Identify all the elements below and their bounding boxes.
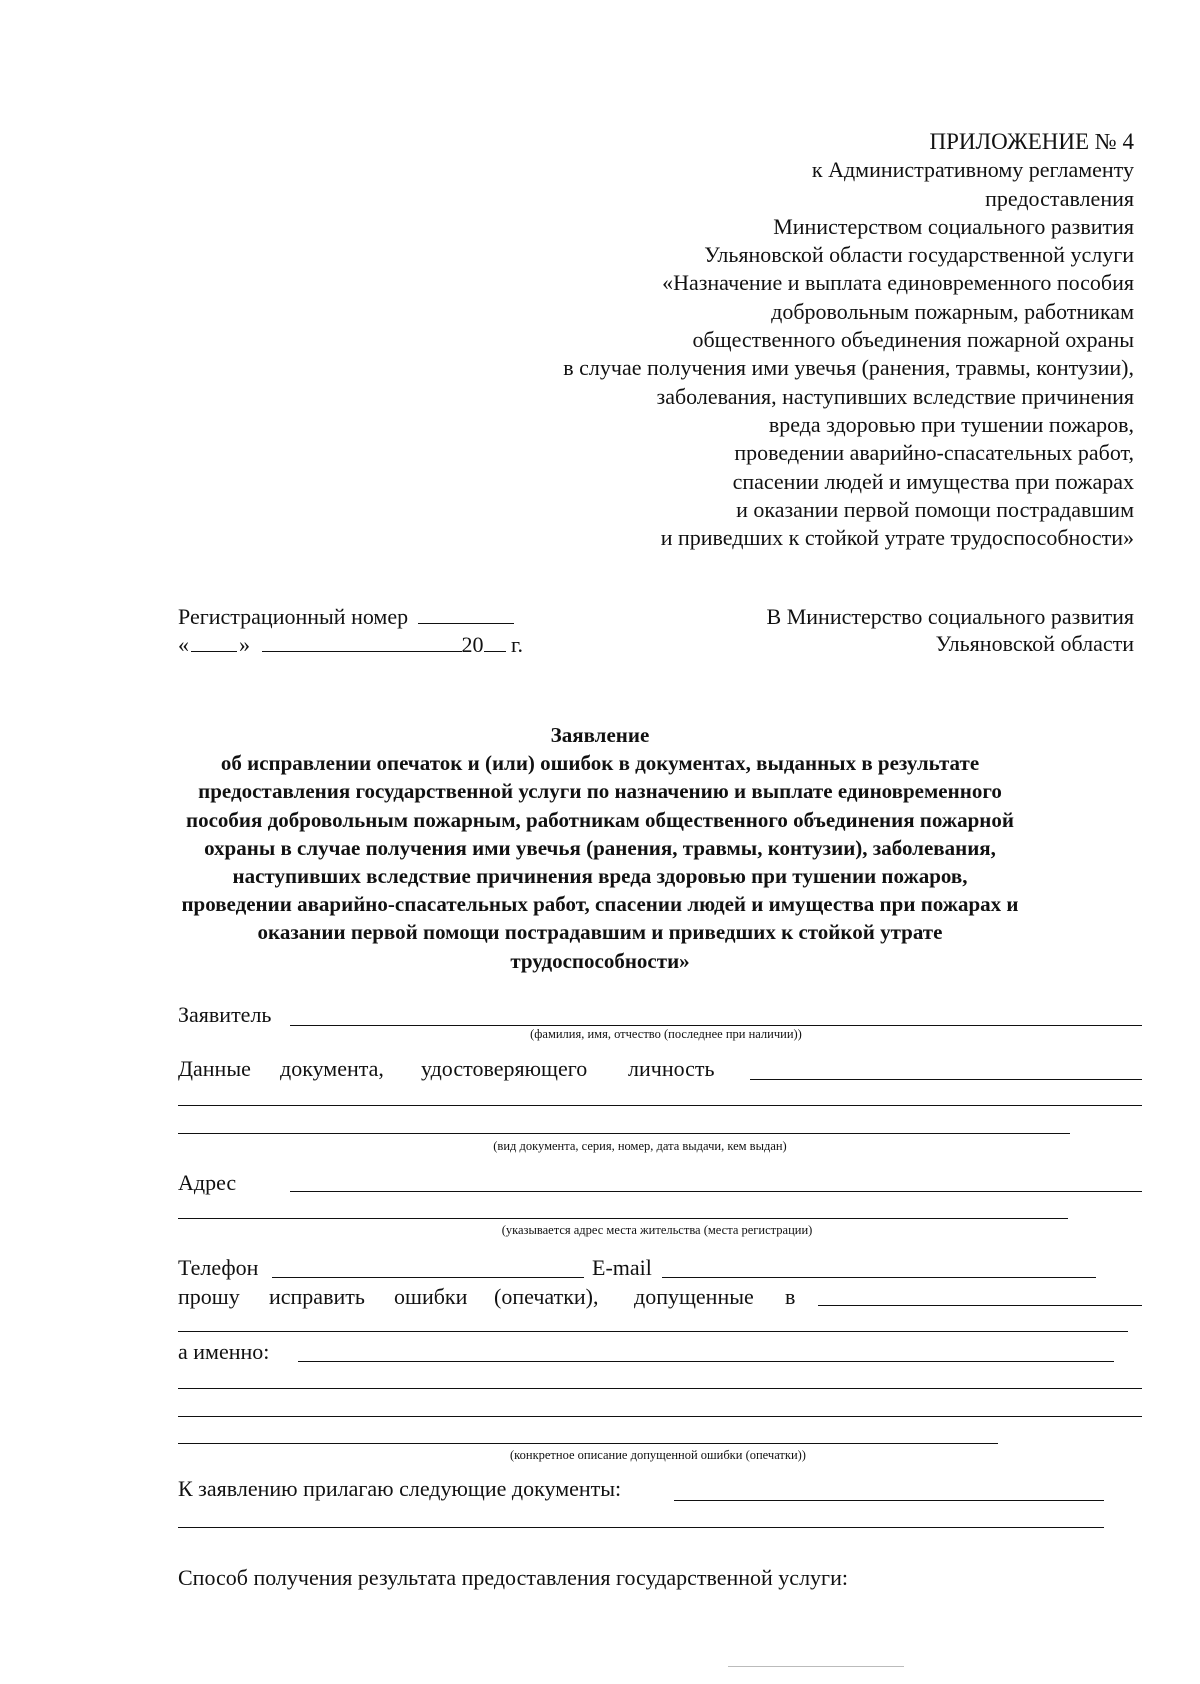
request-document-field[interactable] bbox=[818, 1305, 1142, 1306]
request-word: прошу bbox=[178, 1284, 240, 1309]
appendix-line: «Назначение и выплата единовременного пособия bbox=[662, 270, 1134, 296]
appendix-line: и приведших к стойкой утрате трудоспособности» bbox=[660, 525, 1134, 551]
heading-title: Заявление bbox=[550, 723, 650, 747]
id-doc-word: личность bbox=[628, 1056, 715, 1081]
heading-line: оказании первой помощи пострадавшим и приведших к стойкой утрате bbox=[257, 920, 943, 945]
appendix-line: вреда здоровью при тушении пожаров, bbox=[768, 411, 1134, 437]
address-label: Адрес bbox=[178, 1170, 237, 1195]
request-word: ошибки bbox=[394, 1284, 468, 1309]
id-doc-word: Данные bbox=[178, 1056, 251, 1081]
attachments-field-line-2[interactable] bbox=[178, 1527, 1104, 1528]
appendix-line: общественного объединения пожарной охраны bbox=[692, 327, 1134, 353]
id-doc-field-line-2[interactable] bbox=[178, 1105, 1142, 1106]
appendix-line: и оказании первой помощи пострадавшим bbox=[736, 496, 1134, 522]
address-field[interactable] bbox=[290, 1191, 1142, 1192]
error-description-field-line-3[interactable] bbox=[178, 1416, 1142, 1417]
appendix-title: ПРИЛОЖЕНИЕ № 4 bbox=[929, 129, 1134, 154]
heading-line: пособия добровольным пожарным, работникам общественного объединения пожарной bbox=[186, 807, 1014, 832]
id-doc-hint: (вид документа, серия, номер, дата выдачи, кем выдан) bbox=[493, 1139, 787, 1153]
recipient-line: В Министерство социального развития bbox=[766, 604, 1134, 629]
error-description-field-line-2[interactable] bbox=[178, 1388, 1142, 1389]
address-hint: (указывается адрес места жительства (места регистрации) bbox=[501, 1223, 813, 1237]
id-doc-word: удостоверяющего bbox=[421, 1056, 588, 1081]
date-quote-open: « bbox=[178, 632, 189, 657]
heading-line: охраны в случае получения ими увечья (ранения, травмы, контузии), заболевания, bbox=[204, 835, 996, 860]
appendix-line: добровольным пожарным, работникам bbox=[771, 298, 1134, 324]
appendix-line: Ульяновской области государственной услуги bbox=[704, 242, 1134, 268]
phone-field[interactable] bbox=[272, 1277, 584, 1278]
attachments-field[interactable] bbox=[674, 1500, 1104, 1501]
phone-label: Телефон bbox=[178, 1255, 259, 1280]
heading-line: наступивших вследствие причинения вреда здоровью при тушении пожаров, bbox=[232, 864, 968, 889]
error-description-field-line-4[interactable] bbox=[178, 1443, 998, 1444]
request-word: (опечатки), bbox=[494, 1284, 599, 1309]
date-quote-close: » bbox=[239, 632, 250, 657]
attachments-label: К заявлению прилагаю следующие документы: bbox=[178, 1476, 622, 1501]
recipient-line: Ульяновской области bbox=[935, 631, 1134, 656]
id-doc-field-line-3[interactable] bbox=[178, 1133, 1070, 1134]
heading-line: проведении аварийно-спасательных работ, спасении людей и имущества при пожарах и bbox=[181, 892, 1019, 917]
appendix-line: спасении людей и имущества при пожарах bbox=[732, 468, 1134, 494]
page-bottom-edge bbox=[728, 1664, 904, 1667]
receipt-method-label: Способ получения результата предоставления государственной услуги: bbox=[178, 1565, 848, 1590]
id-doc-field[interactable] bbox=[750, 1079, 1142, 1080]
address-field-line-2[interactable] bbox=[178, 1218, 1068, 1219]
error-description-field[interactable] bbox=[298, 1361, 1114, 1362]
email-field[interactable] bbox=[662, 1277, 1096, 1278]
appendix-line: Министерством социального развития bbox=[773, 213, 1134, 239]
applicant-hint: (фамилия, имя, отчество (последнее при наличии)) bbox=[530, 1027, 802, 1041]
registration-number-label: Регистрационный номер bbox=[178, 604, 409, 629]
heading-line: об исправлении опечаток и (или) ошибок в документах, выданных в результате bbox=[220, 751, 980, 776]
email-label: E-mail bbox=[592, 1255, 652, 1280]
namely-label: а именно: bbox=[178, 1339, 270, 1364]
id-doc-word: документа, bbox=[280, 1056, 384, 1081]
heading-line: трудоспособности» bbox=[510, 948, 690, 973]
appendix-line: проведении аварийно-спасательных работ, bbox=[734, 440, 1134, 466]
request-word: в bbox=[785, 1284, 796, 1309]
heading-line: предоставления государственной услуги по назначению и выплате единовременного bbox=[198, 779, 1002, 804]
request-word: исправить bbox=[269, 1284, 365, 1309]
date-year-suffix: г. bbox=[511, 632, 524, 657]
applicant-field[interactable] bbox=[290, 1025, 1142, 1026]
request-word: допущенные bbox=[634, 1284, 754, 1309]
appendix-line: в случае получения ими увечья (ранения, травмы, контузии), bbox=[563, 355, 1134, 381]
appendix-line: предоставления bbox=[985, 185, 1134, 211]
date-year-prefix: 20 bbox=[461, 632, 484, 657]
appendix-line: заболевания, наступивших вследствие причинения bbox=[656, 383, 1134, 409]
error-hint: (конкретное описание допущенной ошибки (опечатки)) bbox=[510, 1448, 806, 1462]
applicant-label: Заявитель bbox=[178, 1002, 272, 1027]
appendix-line: к Административному регламенту bbox=[811, 157, 1134, 183]
request-document-field-line-2[interactable] bbox=[178, 1331, 1128, 1332]
